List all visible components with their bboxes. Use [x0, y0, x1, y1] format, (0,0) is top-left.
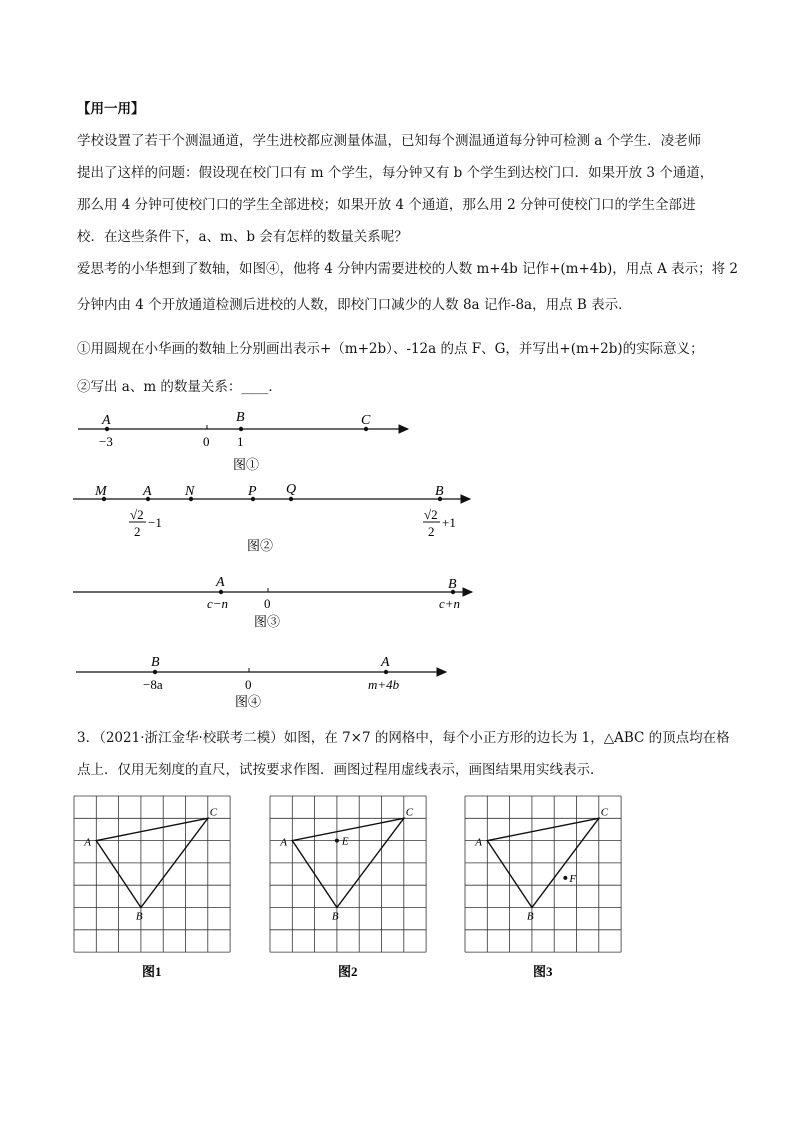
number-line-fig1: [78, 410, 408, 472]
problem-line: 那么用 4 分钟可使校门口的学生全部进校；如果开放 4 个通道，那么用 2 分钟可使校门口的学生全部进: [77, 197, 696, 213]
grid-figures: [74, 796, 621, 979]
point-dot: [239, 427, 243, 431]
point-e-dot: [335, 839, 339, 843]
vertex-label-b: B: [526, 910, 534, 923]
grid-caption: 图2: [338, 964, 358, 980]
point-f-dot: [563, 876, 567, 880]
problem-line: 分钟内由 4 个开放通道检测后进校的人数，即校门口减少的人数 8a 记作-8a，用点 B 表示．: [77, 297, 632, 313]
figure-caption: 图②: [247, 538, 274, 553]
number-line-fig2: [73, 482, 470, 553]
point-label: M: [95, 484, 107, 499]
figure-caption: 图①: [233, 457, 260, 472]
grid-caption: 图3: [533, 964, 553, 980]
point-dot: [219, 590, 223, 594]
point-label: A: [381, 655, 390, 670]
question-1: ①用圆规在小华画的数轴上分别画出表示+（m+2b）、-12a 的点 F、G，并写出+(m+2b)的实际意义；: [77, 341, 704, 357]
vertex-label-b: B: [135, 910, 143, 923]
point-label: Q: [286, 482, 297, 497]
vertex-label-a: A: [84, 836, 92, 849]
number-line-fig3: [73, 575, 472, 629]
tick-value: m+4b: [368, 677, 400, 692]
vertex-label-b: B: [331, 910, 339, 923]
problem-line: 爱思考的小华想到了数轴，如图④，他将 4 分钟内需要进校的人数 m+4b 记作+(m+4b)，用点 A 表示；将 2: [77, 261, 738, 277]
tick-value: 0: [264, 596, 271, 611]
tick-value: 0: [245, 677, 252, 692]
point-label: C: [361, 413, 371, 428]
grid-figure-3: [465, 796, 621, 979]
grid-figure-2: [270, 796, 426, 979]
vertex-label-c: C: [600, 806, 609, 819]
grid-caption: 图1: [142, 964, 162, 980]
tick-value: c−n: [207, 596, 229, 611]
question-2: ②写出 a、m 的数量关系：____．: [77, 379, 282, 395]
point-dot: [384, 670, 388, 674]
point-label: N: [185, 484, 195, 499]
figure-caption: 图③: [254, 614, 281, 629]
tick-value: −8a: [143, 677, 163, 692]
point-dot: [289, 497, 293, 501]
fraction-suffix: −1: [148, 515, 162, 530]
tick-value: c+n: [439, 596, 461, 611]
tick-value: 0: [203, 434, 210, 449]
point-label: B: [435, 484, 444, 499]
point-label: A: [102, 413, 111, 428]
point-label: P: [248, 484, 257, 499]
number-line-fig4: [76, 655, 446, 709]
point-label: B: [448, 577, 457, 592]
problem-line: 提出了这样的问题：假设现在校门口有 m 个学生，每分钟又有 b 个学生到达校门口．如果开放 3 个通道，: [77, 165, 714, 181]
vertex-label-c: C: [209, 806, 218, 819]
fraction-denominator: 2: [428, 524, 435, 539]
fraction-suffix: +1: [442, 515, 456, 530]
point-e-label: E: [341, 835, 349, 848]
figure-caption: 图④: [235, 694, 262, 709]
point-f-label: F: [569, 872, 577, 885]
point-label: B: [236, 410, 245, 425]
fraction-numerator: √2: [424, 507, 438, 522]
grid-figure-1: [74, 796, 230, 979]
problem3-line: 3．（2021·浙江金华·校联考二模）如图，在 7×7 的网格中，每个小正方形的边长为 1，△ABC 的顶点均在格: [77, 730, 730, 746]
problem-line: 学校设置了若干个测温通道，学生进校都应测量体温，已知每个测温通道每分钟可检测 a 个学生．凌老师: [77, 133, 702, 149]
tick-value: 1: [237, 434, 244, 449]
problem3-line: 点上．仅用无刻度的直尺，试按要求作图．画图过程用虚线表示，画图结果用实线表示．: [77, 762, 604, 778]
point-label: A: [143, 484, 152, 499]
problem-line: 校．在这些条件下，a、m、b 会有怎样的数量关系呢？: [77, 229, 408, 245]
fraction-denominator: 2: [134, 524, 141, 539]
vertex-label-a: A: [475, 836, 483, 849]
vertex-label-c: C: [405, 806, 414, 819]
section-title: 【用一用】: [77, 101, 145, 117]
tick-value: −3: [99, 434, 113, 449]
point-label: A: [216, 575, 225, 590]
point-label: B: [151, 655, 160, 670]
point-dot: [153, 670, 157, 674]
vertex-label-a: A: [280, 836, 288, 849]
fraction-numerator: √2: [130, 507, 144, 522]
